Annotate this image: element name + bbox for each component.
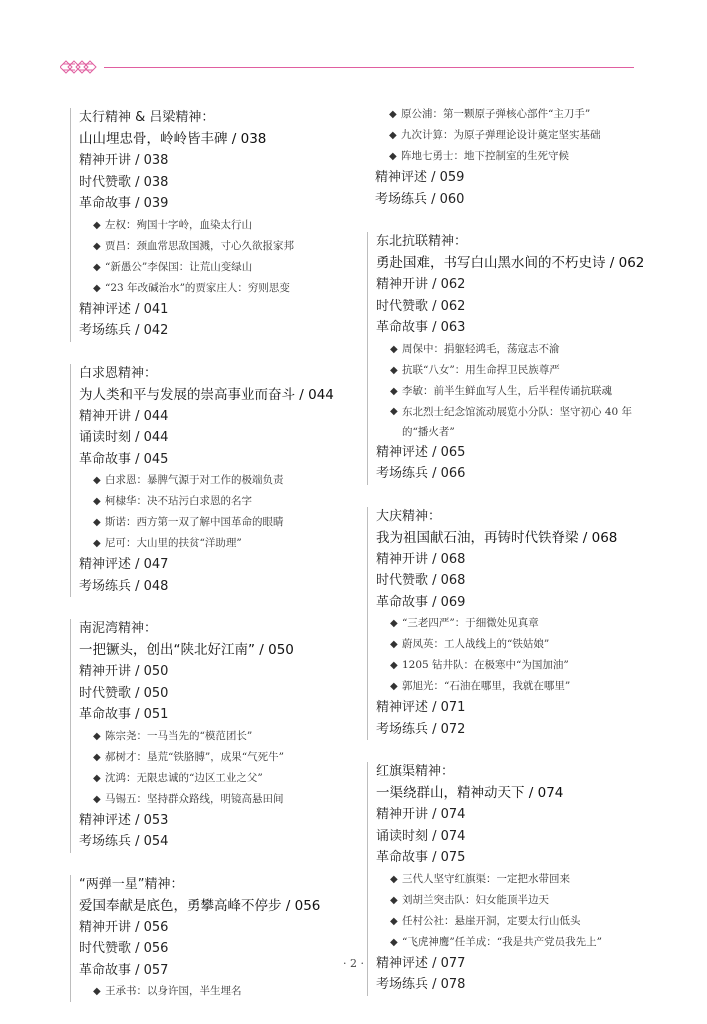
toc-right-column bbox=[375, 104, 650, 1018]
story-item bbox=[376, 676, 650, 697]
toc-entry: 考场练兵 / 066 bbox=[376, 466, 466, 481]
story-text: 周保中：捐躯轻鸿毛，荡寇志不渝 bbox=[402, 342, 560, 355]
story-item bbox=[376, 634, 650, 655]
bullet-icon: ◆ bbox=[390, 343, 398, 355]
section-title: 南泥湾精神： bbox=[79, 621, 158, 636]
story-text: 郝树才：垦荒“铁胳膊”，成果“气死牛” bbox=[105, 750, 284, 763]
toc-entry: 考场练兵 / 072 bbox=[376, 721, 466, 737]
story-text: “飞虎神鹰”任羊成：“我是共产党员我先上” bbox=[402, 935, 602, 948]
toc-entry: 诵读时刻 / 074 bbox=[376, 828, 466, 844]
toc-entry: 精神开讲 / 074 bbox=[376, 807, 466, 822]
section-title: 太行精神 & 吕梁精神： bbox=[79, 110, 215, 125]
toc-entry: 精神开讲 / 050 bbox=[79, 664, 169, 679]
story-item bbox=[375, 146, 650, 167]
story-text: 东北烈士纪念馆流动展览小分队：坚守初心 40 年的“播火者” bbox=[402, 405, 633, 438]
story-text: 阵地七勇士：地下控制室的生死守候 bbox=[401, 150, 569, 162]
bullet-icon: ◆ bbox=[93, 475, 101, 486]
toc-left-column bbox=[78, 104, 353, 1024]
story-item bbox=[79, 981, 353, 1002]
story-text: 王承书：以身许国，半生埋名 bbox=[105, 985, 242, 997]
bullet-icon: ◆ bbox=[389, 130, 397, 141]
toc-entry: 革命故事 / 045 bbox=[79, 451, 169, 467]
story-item bbox=[375, 125, 650, 146]
toc-entry: 精神开讲 / 062 bbox=[376, 277, 466, 292]
toc-entry: 精神评述 / 053 bbox=[79, 812, 169, 828]
story-item bbox=[79, 768, 353, 789]
section-title: 大庆精神： bbox=[376, 508, 442, 524]
story-text: “新愚公”李保国：让荒山变绿山 bbox=[105, 260, 253, 273]
story-item bbox=[79, 747, 353, 768]
toc-entry: 考场练兵 / 042 bbox=[79, 323, 169, 338]
story-item bbox=[79, 278, 353, 299]
section-subtitle: 我为祖国献石油，再铸时代铁脊梁 / 068 bbox=[376, 529, 618, 546]
toc-entry: 精神开讲 / 056 bbox=[79, 919, 169, 935]
story-item bbox=[79, 470, 353, 491]
bullet-icon: ◆ bbox=[93, 751, 101, 763]
section-subtitle: 一渠绕群山，精神动天下 / 074 bbox=[376, 785, 564, 801]
story-text: 陈宗尧：一马当先的“模范团长” bbox=[105, 729, 253, 742]
toc-entry: 时代赞歌 / 038 bbox=[79, 174, 169, 190]
toc-entry: 时代赞歌 / 056 bbox=[79, 941, 169, 956]
bullet-icon: ◆ bbox=[93, 793, 101, 805]
story-item bbox=[79, 215, 353, 236]
toc-entry: 革命故事 / 069 bbox=[376, 594, 466, 610]
toc-section bbox=[70, 875, 353, 1003]
page-number: · 2 · bbox=[343, 957, 364, 970]
bullet-icon: ◆ bbox=[93, 496, 101, 507]
story-text: 1205 钻井队：在极寒中“为国加油” bbox=[402, 659, 569, 671]
story-text: 马锡五：坚持群众路线，明镜高悬田间 bbox=[105, 792, 284, 805]
toc-entry: 革命故事 / 057 bbox=[79, 962, 169, 978]
toc-section bbox=[367, 104, 650, 210]
bullet-icon: ◆ bbox=[93, 730, 101, 742]
section-title: “两弹一星”精神： bbox=[79, 876, 184, 892]
bullet-icon: ◆ bbox=[390, 618, 398, 629]
story-item bbox=[376, 890, 650, 911]
toc-entry: 时代赞歌 / 062 bbox=[376, 298, 466, 314]
story-text: 左权：殉国十字岭，血染太行山 bbox=[105, 218, 252, 231]
story-text: 白求恩：暴脾气源于对工作的极端负责 bbox=[105, 474, 284, 486]
toc-entry: 革命故事 / 075 bbox=[376, 850, 466, 865]
story-text: 尼可：大山里的扶贫“洋助理” bbox=[105, 537, 242, 549]
toc-entry: 精神评述 / 077 bbox=[376, 955, 466, 971]
toc-entry: 精神开讲 / 068 bbox=[376, 551, 466, 567]
toc-entry: 考场练兵 / 054 bbox=[79, 834, 169, 849]
story-item bbox=[376, 360, 650, 381]
section-subtitle: 勇赴国难，书写白山黑水间的不朽史诗 / 062 bbox=[376, 255, 645, 271]
toc-entry: 时代赞歌 / 068 bbox=[376, 573, 466, 588]
toc-entry: 精神开讲 / 044 bbox=[79, 408, 169, 424]
toc-entry: 精神评述 / 071 bbox=[376, 700, 466, 715]
story-item bbox=[376, 911, 650, 932]
bullet-icon: ◆ bbox=[390, 915, 398, 927]
toc-section bbox=[70, 619, 353, 853]
toc-section bbox=[367, 232, 650, 485]
story-text: 三代人坚守红旗渠：一定把水带回来 bbox=[402, 872, 570, 885]
toc-entry: 时代赞歌 / 050 bbox=[79, 685, 169, 701]
story-text: 蔚凤英：工人战线上的“铁姑娘” bbox=[402, 638, 550, 650]
story-item bbox=[376, 655, 650, 676]
toc-entry: 革命故事 / 051 bbox=[79, 707, 169, 722]
bullet-icon: ◆ bbox=[390, 894, 398, 906]
bullet-icon: ◆ bbox=[390, 873, 398, 885]
section-title: 东北抗联精神： bbox=[376, 234, 468, 249]
bullet-icon: ◆ bbox=[390, 681, 398, 692]
story-item bbox=[376, 932, 650, 953]
section-subtitle: 为人类和平与发展的崇高事业而奋斗 / 044 bbox=[79, 386, 334, 403]
toc-entry: 考场练兵 / 060 bbox=[375, 191, 465, 207]
story-text: “23 年改碱治水”的贾家庄人：穷则思变 bbox=[105, 281, 290, 294]
diamond-lattice-icon bbox=[60, 58, 100, 76]
bullet-icon: ◆ bbox=[390, 385, 398, 397]
story-item bbox=[376, 613, 650, 634]
story-text: “三老四严”：于细微处见真章 bbox=[402, 617, 539, 629]
section-subtitle: 山山埋忠骨，岭岭皆丰碑 / 038 bbox=[79, 131, 267, 147]
bullet-icon: ◆ bbox=[389, 109, 397, 120]
story-text: 刘胡兰突击队：妇女能顶半边天 bbox=[402, 893, 549, 906]
bullet-icon: ◆ bbox=[390, 639, 398, 650]
bullet-icon: ◆ bbox=[390, 405, 398, 417]
story-item bbox=[376, 402, 642, 442]
story-text: 九次计算：为原子弹理论设计奠定坚实基础 bbox=[401, 129, 601, 141]
bullet-icon: ◆ bbox=[93, 219, 101, 231]
story-text: 沈鸿：无限忠诚的“边区工业之父” bbox=[105, 771, 263, 784]
toc-section bbox=[70, 364, 353, 598]
story-item bbox=[79, 236, 353, 257]
story-text: 郭旭光：“石油在哪里，我就在哪里” bbox=[402, 680, 571, 692]
toc-section bbox=[367, 507, 650, 741]
toc-entry: 革命故事 / 063 bbox=[376, 320, 466, 335]
story-item bbox=[376, 381, 650, 402]
section-subtitle: 爱国奉献是底色，勇攀高峰不停步 / 056 bbox=[79, 897, 321, 914]
toc-entry: 精神评述 / 041 bbox=[79, 301, 169, 317]
story-text: 任村公社：悬崖开洞，定要太行山低头 bbox=[402, 914, 581, 927]
bullet-icon: ◆ bbox=[93, 772, 101, 784]
section-title: 红旗渠精神： bbox=[376, 764, 455, 779]
story-item bbox=[79, 512, 353, 533]
header-rule bbox=[104, 67, 634, 68]
bullet-icon: ◆ bbox=[93, 282, 101, 294]
story-item bbox=[79, 726, 353, 747]
bullet-icon: ◆ bbox=[93, 261, 101, 273]
story-text: 抗联“八女”：用生命捍卫民族尊严 bbox=[402, 363, 560, 376]
story-item bbox=[79, 491, 353, 512]
bullet-icon: ◆ bbox=[390, 364, 398, 376]
story-item bbox=[79, 533, 353, 554]
bullet-icon: ◆ bbox=[93, 240, 101, 252]
bullet-icon: ◆ bbox=[389, 151, 397, 162]
toc-entry: 精神评述 / 065 bbox=[376, 444, 466, 460]
story-text: 原公浦：第一颗原子弹核心部件“主刀手” bbox=[401, 108, 591, 120]
toc-entry: 诵读时刻 / 044 bbox=[79, 430, 169, 445]
section-title: 白求恩精神： bbox=[79, 365, 158, 381]
bullet-icon: ◆ bbox=[93, 538, 101, 549]
story-item bbox=[376, 339, 650, 360]
toc-entry: 精神评述 / 059 bbox=[375, 170, 465, 185]
toc-entry: 考场练兵 / 048 bbox=[79, 578, 169, 594]
story-item bbox=[79, 257, 353, 278]
toc-entry: 革命故事 / 039 bbox=[79, 196, 169, 211]
story-text: 李敏：前半生鲜血写人生，后半程传诵抗联魂 bbox=[402, 384, 612, 397]
story-text: 贾昌：颈血常思敌国溅，寸心久欲报家邦 bbox=[105, 239, 294, 252]
bullet-icon: ◆ bbox=[390, 936, 398, 948]
bullet-icon: ◆ bbox=[93, 986, 101, 997]
story-text: 柯棣华：决不玷污白求恩的名字 bbox=[105, 495, 252, 507]
bullet-icon: ◆ bbox=[390, 660, 398, 671]
toc-entry: 精神开讲 / 038 bbox=[79, 153, 169, 168]
toc-section bbox=[70, 108, 353, 342]
story-item bbox=[375, 104, 650, 125]
toc-entry: 精神评述 / 047 bbox=[79, 557, 169, 572]
section-subtitle: 一把镢头，创出“陕北好江南” / 050 bbox=[79, 642, 294, 658]
toc-entry: 考场练兵 / 078 bbox=[376, 977, 466, 992]
bullet-icon: ◆ bbox=[93, 517, 101, 528]
story-text: 斯诺：西方第一双了解中国革命的眼睛 bbox=[105, 516, 284, 528]
story-item bbox=[79, 789, 353, 810]
story-item bbox=[376, 869, 650, 890]
